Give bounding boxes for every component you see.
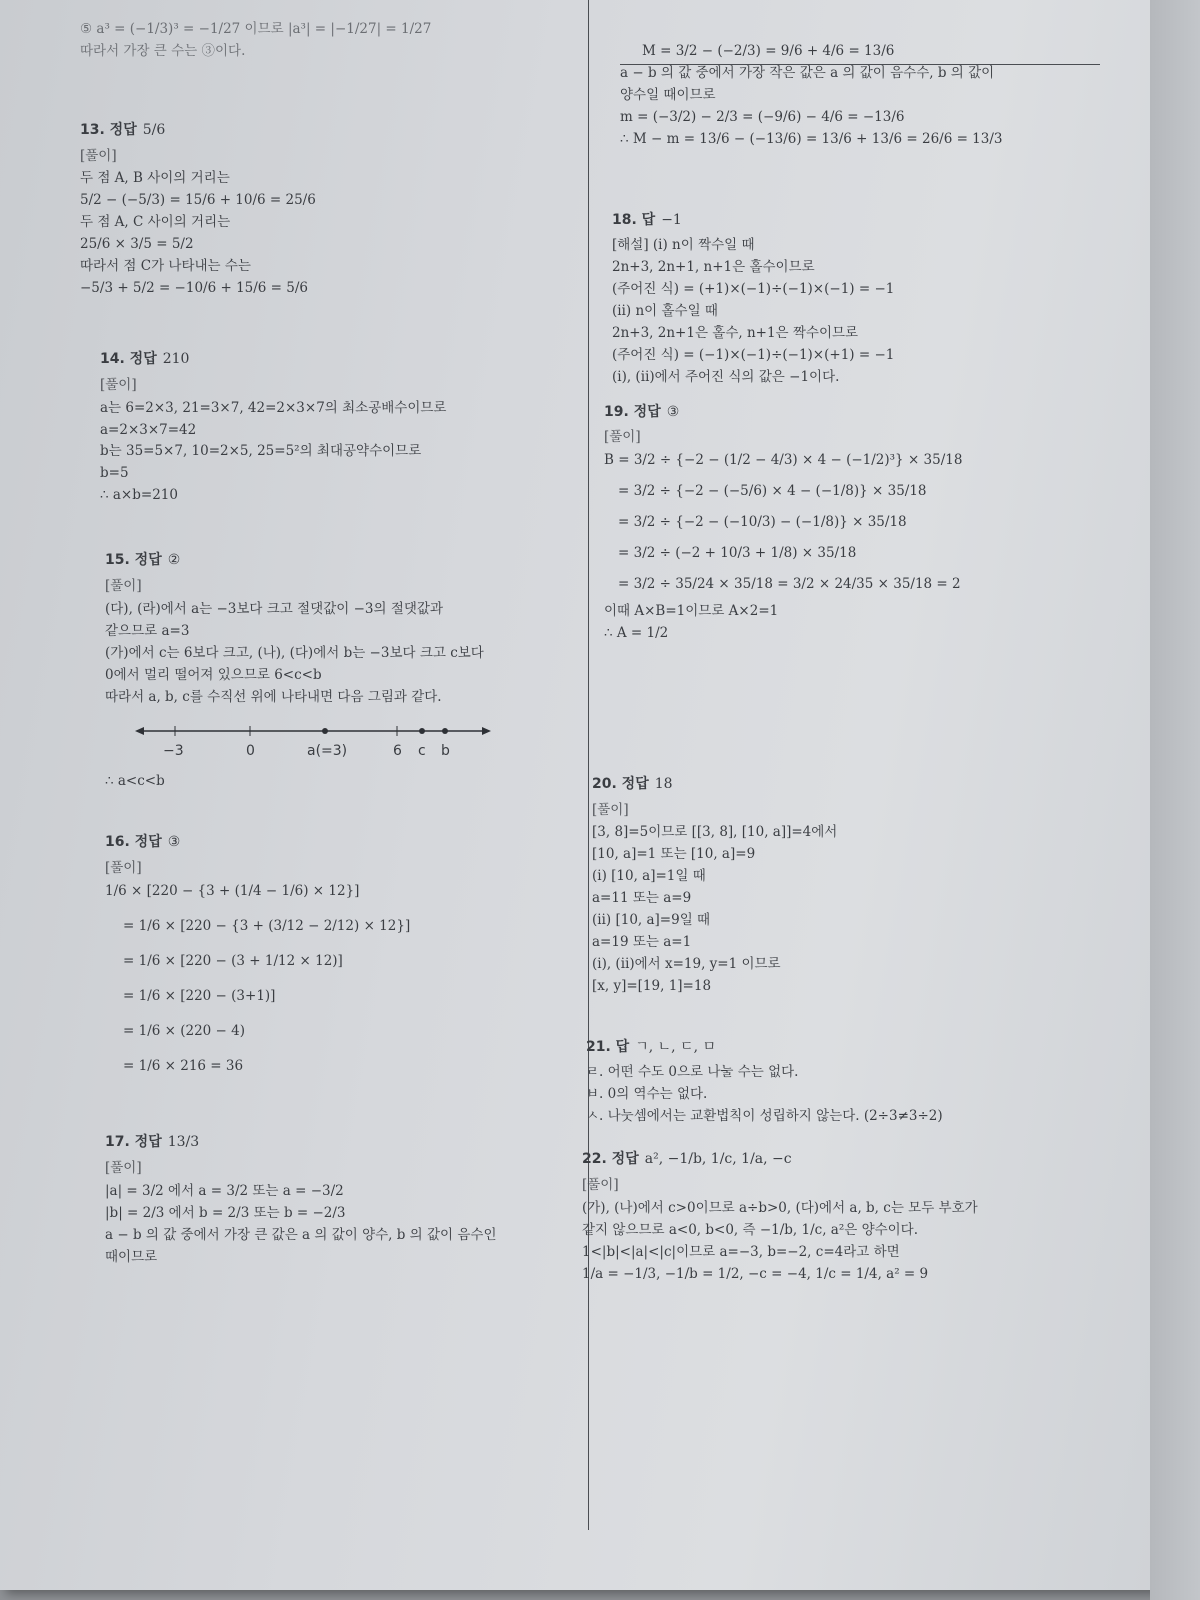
solution-line: a=2×3×7=42 [100, 421, 197, 438]
header-label: 14. 정답 [100, 350, 157, 367]
number-line [135, 721, 495, 765]
solution-line: a=11 또는 a=9 [592, 890, 692, 907]
question-22 [582, 1149, 1120, 1284]
q12-tail [80, 19, 570, 62]
question-header [612, 210, 1120, 232]
solution-line: 따라서 a, b, c를 수직선 위에 나타내면 다음 그림과 같다. [105, 688, 442, 705]
header-label: 13. 정답 [80, 121, 137, 138]
solution-line: a는 6=2×3, 21=3×7, 42=2×3×7의 최소공배수이므로 [100, 399, 447, 416]
header-label: 21. 답 [586, 1038, 630, 1055]
solution-line: 따라서 점 C가 나타내는 수는 [80, 258, 251, 275]
solution-line: ∴ a×b=210 [100, 487, 178, 504]
solution-line: 1<|b|<|a|<|c|이므로 a=−3, b=−2, c=4라고 하면 [582, 1243, 900, 1260]
header-label: 19. 정답 [604, 403, 661, 420]
question-20 [592, 774, 1120, 997]
solution-line: (ⅰ), (ⅱ)에서 주어진 식의 값은 −1이다. [612, 368, 840, 385]
solution-line: = 1/6 × (220 − 4) [123, 1022, 246, 1039]
question-header [105, 832, 570, 854]
solution-tag: [풀이] [592, 801, 629, 818]
solution-line: [3, 8]=5이므로 [[3, 8], [10, a]]=4에서 [592, 824, 838, 841]
solution-line: 2n+3, 2n+1은 홀수, n+1은 짝수이므로 [612, 324, 859, 341]
solution-line: (ⅱ) n이 홀수일 때 [612, 303, 718, 320]
solution-line: [x, y]=[19, 1]=18 [592, 977, 712, 994]
solution-line: |a| = 3/2 에서 a = 3/2 또는 a = −3/2 [105, 1183, 344, 1200]
number-line-axis [135, 721, 495, 741]
solution-line: b는 35=5×7, 10=2×5, 25=5²의 최대공약수이므로 [100, 443, 422, 460]
answer-value: 13/3 [167, 1134, 200, 1151]
tick-label: a(=3) [307, 743, 348, 760]
right-column [582, 40, 1120, 1286]
answer-value: ② [167, 552, 181, 569]
solution-tag: [풀이] [80, 147, 117, 164]
solution-line: ㅂ. 0의 역수는 없다. [586, 1086, 708, 1103]
column-divider [588, 0, 589, 1530]
tick-label: 0 [246, 743, 255, 760]
question-header [105, 1132, 570, 1154]
question-header [592, 774, 1120, 796]
solution-line: a − b 의 값 중에서 가장 작은 값은 a 의 값이 음수수, b 의 값이 [620, 64, 995, 81]
text-line: 따라서 가장 큰 수는 ③이다. [80, 42, 246, 59]
question-16 [105, 832, 570, 1076]
solution-line: (ⅱ) [10, a]=9일 때 [592, 912, 711, 929]
question-17 [105, 1132, 570, 1267]
tick-label: −3 [163, 743, 184, 760]
question-15 [105, 550, 570, 792]
solution-tag: [풀이] [604, 429, 641, 446]
solution-line: ㅅ. 나눗셈에서는 교환법칙이 성립하지 않는다. (2÷3≠3÷2) [586, 1108, 943, 1125]
question-18 [612, 210, 1120, 388]
tick-label: b [441, 743, 450, 760]
solution-line: = 3/2 ÷ (−2 + 10/3 + 1/8) × 35/18 [618, 545, 857, 562]
solution-line: [해설] (ⅰ) n이 짝수일 때 [612, 237, 755, 254]
solution-line: 같지 않으므로 a<0, b<0, 즉 −1/b, 1/c, a²은 양수이다. [582, 1221, 919, 1238]
solution-line: B = 3/2 ÷ {−2 − (1/2 − 4/3) × 4 − (−1/2)³} × 35/18 [604, 452, 963, 469]
solution-line: 두 점 A, C 사이의 거리는 [80, 214, 231, 231]
solution-tag: [풀이] [105, 577, 142, 594]
question-13 [80, 120, 570, 299]
solution-tag: [풀이] [582, 1176, 619, 1193]
solution-line: [10, a]=1 또는 [10, a]=9 [592, 846, 756, 863]
solution-line: 같으므로 a=3 [105, 622, 190, 639]
question-21 [586, 1037, 1120, 1127]
question-header [604, 402, 1120, 424]
question-header [582, 1149, 1120, 1171]
solution-line: = 3/2 ÷ 35/24 × 35/18 = 3/2 × 24/35 × 35/18 = 2 [618, 576, 961, 593]
solution-line: 1/6 × [220 − {3 + (1/4 − 1/6) × 12}] [105, 882, 360, 899]
tick-label: c [418, 743, 426, 760]
solution-line: 두 점 A, B 사이의 거리는 [80, 170, 230, 187]
question-header [586, 1037, 1120, 1059]
solution-line: 25/6 × 3/5 = 5/2 [80, 236, 194, 253]
background-sheet-edge [1150, 0, 1200, 1600]
solution-line: 2n+3, 2n+1, n+1은 홀수이므로 [612, 259, 815, 276]
solution-line: −5/3 + 5/2 = −10/6 + 15/6 = 5/6 [80, 280, 309, 297]
question-header [100, 349, 570, 371]
solution-line: (다), (라)에서 a는 −3보다 크고 절댓값이 −3의 절댓값과 [105, 600, 443, 617]
header-label: 17. 정답 [105, 1134, 162, 1151]
solution-line: 1/a = −1/3, −1/b = 1/2, −c = −4, 1/c = 1/4, a² = 9 [582, 1265, 929, 1282]
solution-line: b=5 [100, 465, 129, 482]
solution-line: ㄹ. 어떤 수도 0으로 나눌 수는 없다. [586, 1064, 799, 1081]
answer-value: ㄱ, ㄴ, ㄷ, ㅁ [635, 1038, 717, 1055]
solution-line: (가), (나)에서 c>0이므로 a÷b>0, (다)에서 a, b, c는 모두 부호가 [582, 1199, 978, 1216]
question-header [80, 120, 570, 142]
solution-line: = 3/2 ÷ {−2 − (−5/6) × 4 − (−1/8)} × 35/18 [618, 483, 927, 500]
solution-line: (ⅰ), (ⅱ)에서 x=19, y=1 이므로 [592, 955, 781, 972]
solution-line: = 1/6 × [220 − {3 + (3/12 − 2/12) × 12}] [123, 917, 411, 934]
answer-value: a², −1/b, 1/c, 1/a, −c [644, 1151, 792, 1168]
header-label: 16. 정답 [105, 834, 162, 851]
solution-tag: [풀이] [105, 1160, 142, 1177]
solution-tag: [풀이] [105, 860, 142, 877]
solution-line: = 1/6 × [220 − (3+1)] [123, 987, 276, 1004]
header-label: 20. 정답 [592, 775, 649, 792]
solution-line: |b| = 2/3 에서 b = 2/3 또는 b = −2/3 [105, 1205, 346, 1222]
header-label: 22. 정답 [582, 1151, 639, 1168]
solution-line: 이때 A×B=1이므로 A×2=1 [604, 602, 779, 619]
solution-line: (주어진 식) = (+1)×(−1)÷(−1)×(−1) = −1 [612, 281, 895, 298]
answer-value: ③ [666, 403, 680, 420]
solution-line: = 1/6 × 216 = 36 [123, 1057, 244, 1074]
solution-tag: [풀이] [100, 376, 137, 393]
header-label: 15. 정답 [105, 552, 162, 569]
solution-line: = 3/2 ÷ {−2 − (−10/3) − (−1/8)} × 35/18 [618, 514, 907, 531]
solution-line: (가)에서 c는 6보다 크고, (나), (다)에서 b는 −3보다 크고 c보다 [105, 644, 484, 661]
solution-line: ∴ M − m = 13/6 − (−13/6) = 13/6 + 13/6 = 26/6 = 13/3 [620, 130, 1003, 147]
solution-line: (ⅰ) [10, a]=1일 때 [592, 868, 706, 885]
answer-value: 5/6 [142, 121, 166, 138]
answer-value: 210 [162, 350, 190, 367]
conclusion-line: ∴ a<c<b [105, 773, 165, 790]
solution-line: a=19 또는 a=1 [592, 934, 692, 951]
tick-label: 6 [393, 743, 402, 760]
question-14 [100, 349, 570, 506]
solution-line: 때이므로 [105, 1248, 158, 1265]
text-line: ⑤ a³ = (−1/3)³ = −1/27 이므로 |a³| = |−1/27| = 1/27 [80, 21, 432, 37]
answer-value: 18 [654, 775, 673, 792]
solution-line: ∴ A = 1/2 [604, 624, 669, 641]
solution-line: 0에서 멀리 떨어져 있으므로 6<c<b [105, 666, 322, 683]
solution-line: 양수일 때이므로 [620, 86, 716, 103]
solution-line: M = 3/2 − (−2/3) = 9/6 + 4/6 = 13/6 [642, 43, 895, 59]
answer-value: −1 [661, 211, 682, 228]
header-label: 18. 답 [612, 211, 656, 228]
solution-line: = 1/6 × [220 − (3 + 1/12 × 12)] [123, 952, 343, 969]
solution-line: 5/2 − (−5/3) = 15/6 + 10/6 = 25/6 [80, 192, 316, 209]
answer-value: ③ [167, 834, 181, 851]
solution-line: (주어진 식) = (−1)×(−1)÷(−1)×(+1) = −1 [612, 346, 895, 363]
solution-line: m = (−3/2) − 2/3 = (−9/6) − 4/6 = −13/6 [620, 108, 905, 125]
question-17-continued [600, 41, 1120, 150]
left-column [80, 18, 570, 1269]
solution-line: a − b 의 값 중에서 가장 큰 값은 a 의 값이 양수, b 의 값이 음수인 [105, 1226, 497, 1243]
question-19 [604, 402, 1120, 644]
question-header [105, 550, 570, 572]
